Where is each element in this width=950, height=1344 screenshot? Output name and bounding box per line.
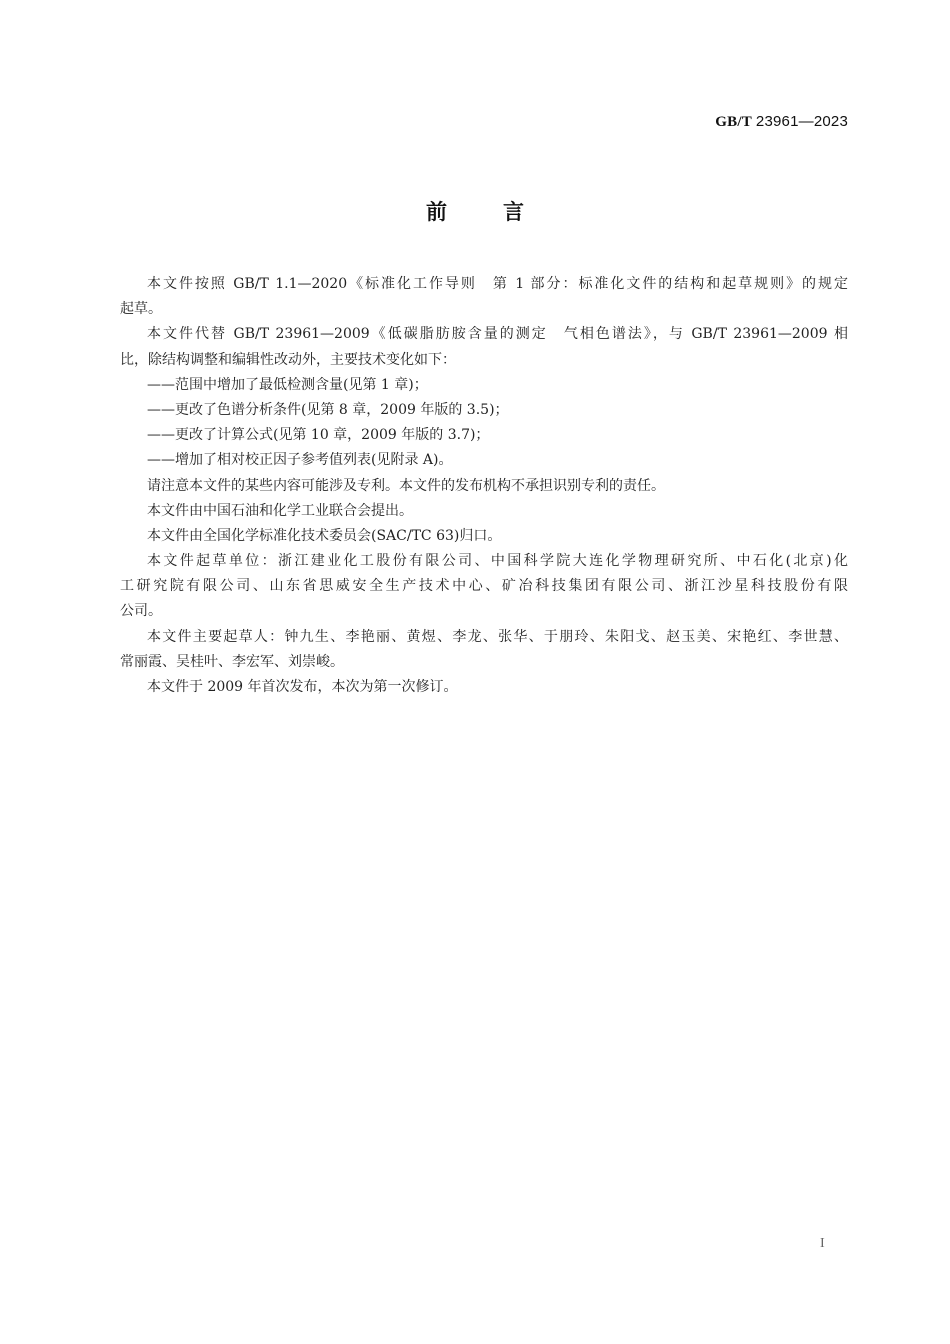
text-line: 本文件代替 GB/T 23961—2009《低碳脂肪胺含量的测定 气相色谱法》，与 GB/T 23961—2009 相 — [147, 326, 848, 343]
text-line: 公司。 — [120, 603, 162, 620]
foreword-body — [120, 272, 848, 700]
text-line: 起草。 — [120, 301, 162, 318]
text-line: 请注意本文件的某些内容可能涉及专利。本文件的发布机构不承担识别专利的责任。 — [147, 477, 665, 494]
paragraph-centralized-management — [120, 524, 848, 549]
text-line: 工研究院有限公司、山东省思威安全生产技术中心、矿冶科技集团有限公司、浙江沙星科技股份有限 — [120, 578, 848, 595]
changes-list — [120, 373, 848, 474]
list-item: ——增加了相对校正因子参考值列表(见附录 A)。 — [147, 452, 453, 469]
text-line: 本文件主要起草人：钟九生、李艳丽、黄煜、李龙、张华、于朋玲、朱阳戈、赵玉美、宋艳红、李世慧、 — [147, 628, 848, 645]
text-line: 比，除结构调整和编辑性改动外，主要技术变化如下： — [120, 351, 456, 368]
text-line: 本文件按照 GB/T 1.1—2020《标准化工作导则 第 1 部分：标准化文件的结构和起草规则》的规定 — [147, 276, 848, 292]
page-title: 前言 — [426, 200, 580, 224]
paragraph-proposer — [120, 499, 848, 524]
paragraph-publication-history — [120, 675, 848, 700]
standard-code-header — [715, 113, 848, 131]
standard-number: 23961—2023 — [755, 113, 848, 130]
paragraph-main-drafters — [120, 625, 848, 675]
text-line: 本文件由中国石油和化学工业联合会提出。 — [147, 502, 413, 519]
text-line: 本文件起草单位：浙江建业化工股份有限公司、中国科学院大连化学物理研究所、中石化(北京)化 — [147, 553, 848, 570]
paragraph-replacement — [120, 322, 848, 372]
list-item: ——范围中增加了最低检测含量(见第 1 章)； — [147, 376, 428, 393]
paragraph-drafting-rules — [120, 272, 848, 322]
standard-prefix: GB/T — [715, 114, 752, 130]
text-line: 本文件由全国化学标准化技术委员会(SAC/TC 63)归口。 — [147, 527, 502, 544]
page-number: I — [820, 1236, 825, 1251]
list-item: ——更改了计算公式(见第 10 章，2009 年版的 3.7)； — [147, 427, 490, 444]
paragraph-drafting-units — [120, 549, 848, 625]
list-item: ——更改了色谱分析条件(见第 8 章，2009 年版的 3.5)； — [147, 401, 509, 418]
text-line: 本文件于 2009 年首次发布，本次为第一次修订。 — [147, 679, 458, 695]
text-line: 常丽霞、吴桂叶、李宏军、刘崇峻。 — [120, 653, 344, 670]
paragraph-patent-notice — [120, 474, 848, 499]
